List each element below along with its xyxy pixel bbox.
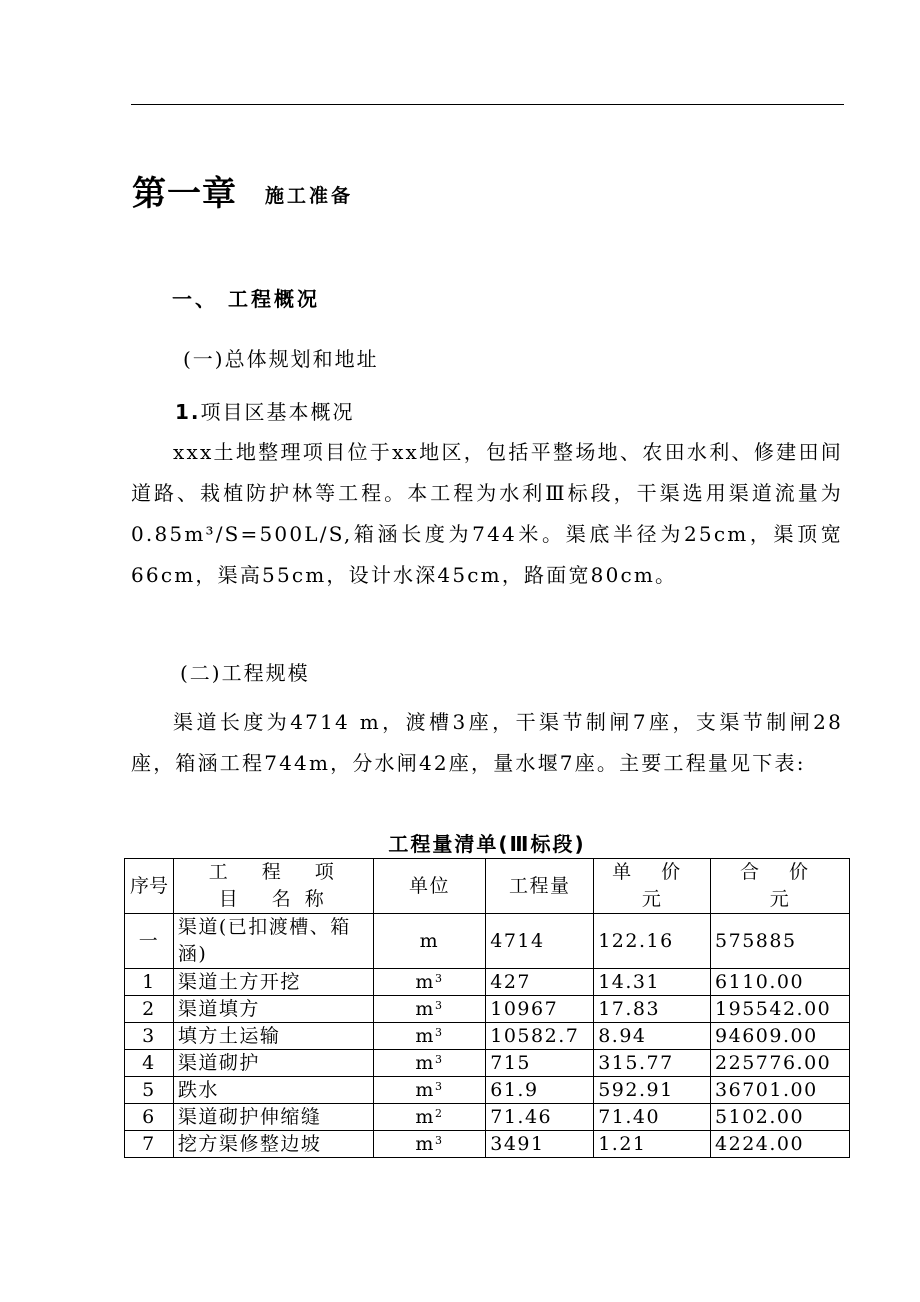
row-unit [373,1131,486,1158]
row-name: 渠道砌护 [173,1050,373,1077]
table-row [125,914,850,969]
row-qty: 71.46 [486,1104,594,1131]
row-qty: 3491 [486,1131,594,1158]
row-unit [373,996,486,1023]
table-row [125,1077,850,1104]
row-name: 填方土运输 [173,1023,373,1050]
row-unit [373,969,486,996]
item-heading [175,396,355,425]
row-total: 94609.00 [711,1023,850,1050]
subsection-heading-2: (二)工程规模 [180,661,310,685]
paragraph-scale: 渠道长度为4714 m，渡槽3座，干渠节制闸7座，支渠节制闸28座，箱涵工程744m，分水闸42座，量水堰7座。主要工程量见下表: [131,710,843,775]
row-total: 6110.00 [711,969,850,996]
section-heading: 一、 工程概况 [172,287,320,311]
header-total [711,859,850,914]
table-header-row [125,859,850,914]
row-price: 8.94 [594,1023,711,1050]
subsection-heading-1: (一)总体规划和地址 [183,347,379,371]
unit-exponent: 3 [434,1134,444,1147]
row-name: 跌水 [173,1077,373,1104]
unit-exponent: 3 [434,1053,444,1066]
row-price: 122.16 [594,914,711,969]
row-qty: 427 [486,969,594,996]
row-unit [373,1077,486,1104]
row-seq: 2 [125,996,174,1023]
header-price [594,859,711,914]
row-price: 17.83 [594,996,711,1023]
header-total-unit: 元 [769,888,791,910]
header-unit: 单位 [373,859,486,914]
row-unit [373,1104,486,1131]
row-price: 1.21 [594,1131,711,1158]
row-qty: 10967 [486,996,594,1023]
row-total: 4224.00 [711,1131,850,1158]
row-total: 575885 [711,914,850,969]
row-seq: 6 [125,1104,174,1131]
unit-exponent: 3 [434,1080,444,1093]
chapter-title: 施工准备 [265,185,354,207]
header-rule [131,104,844,105]
header-name: 工 程 项 目 名称 [173,859,373,914]
item-number: 1. [175,400,201,424]
table-row [125,996,850,1023]
chapter-number: 第一章 [132,174,237,214]
table-row [125,1131,850,1158]
unit-exponent: 3 [434,972,444,985]
row-price: 71.40 [594,1104,711,1131]
row-unit [373,1050,486,1077]
table-row [125,1023,850,1050]
table-caption: 工程量清单(Ⅲ标段) [388,832,586,856]
row-total: 195542.00 [711,996,850,1023]
table-row [125,1104,850,1131]
row-qty: 61.9 [486,1077,594,1104]
row-total: 5102.00 [711,1104,850,1131]
unit-base: m [419,930,440,952]
unit-base: m [415,1079,435,1101]
header-seq: 序号 [125,859,174,914]
unit-base: m [415,1106,435,1128]
row-name: 渠道砌护伸缩缝 [173,1104,373,1131]
unit-exponent: 3 [434,999,444,1012]
paragraph-overview: xxx土地整理项目位于xx地区，包括平整场地、农田水利、修建田间道路、栽植防护林等工程。本工程为水利Ⅲ标段，干渠选用渠道流量为0.85m³/S=500L/S,箱涵长度为744米。渠底半径为25cm，渠顶宽66cm，渠高55cm，设计水深45cm，路面宽80cm。 [131,440,843,587]
row-unit [373,1023,486,1050]
row-price: 14.31 [594,969,711,996]
row-total: 225776.00 [711,1050,850,1077]
row-seq: 7 [125,1131,174,1158]
row-qty: 715 [486,1050,594,1077]
unit-base: m [415,1052,435,1074]
quantity-table [124,858,850,1158]
unit-base: m [415,1133,435,1155]
row-price: 592.91 [594,1077,711,1104]
unit-base: m [415,971,435,993]
row-seq: 4 [125,1050,174,1077]
unit-exponent: 3 [434,1026,444,1039]
unit-exponent: 2 [434,1107,444,1120]
row-price: 315.77 [594,1050,711,1077]
row-name: 渠道(已扣渡槽、箱涵) [173,914,373,969]
chapter-heading [132,166,353,215]
unit-base: m [415,998,435,1020]
header-total-label: 合 价 [739,861,821,883]
header-price-label: 单 价 [612,861,693,883]
table-row [125,1050,850,1077]
row-seq: 5 [125,1077,174,1104]
row-seq: 1 [125,969,174,996]
row-name: 挖方渠修整边坡 [173,1131,373,1158]
row-qty: 4714 [486,914,594,969]
row-qty: 10582.7 [486,1023,594,1050]
item-title: 项目区基本概况 [200,400,355,424]
row-unit [373,914,486,969]
header-qty: 工程量 [486,859,594,914]
table-row [125,969,850,996]
row-name: 渠道土方开挖 [173,969,373,996]
row-total: 36701.00 [711,1077,850,1104]
row-name: 渠道填方 [173,996,373,1023]
header-price-unit: 元 [641,888,663,910]
row-seq: 3 [125,1023,174,1050]
row-seq: 一 [125,914,174,969]
unit-base: m [415,1025,435,1047]
